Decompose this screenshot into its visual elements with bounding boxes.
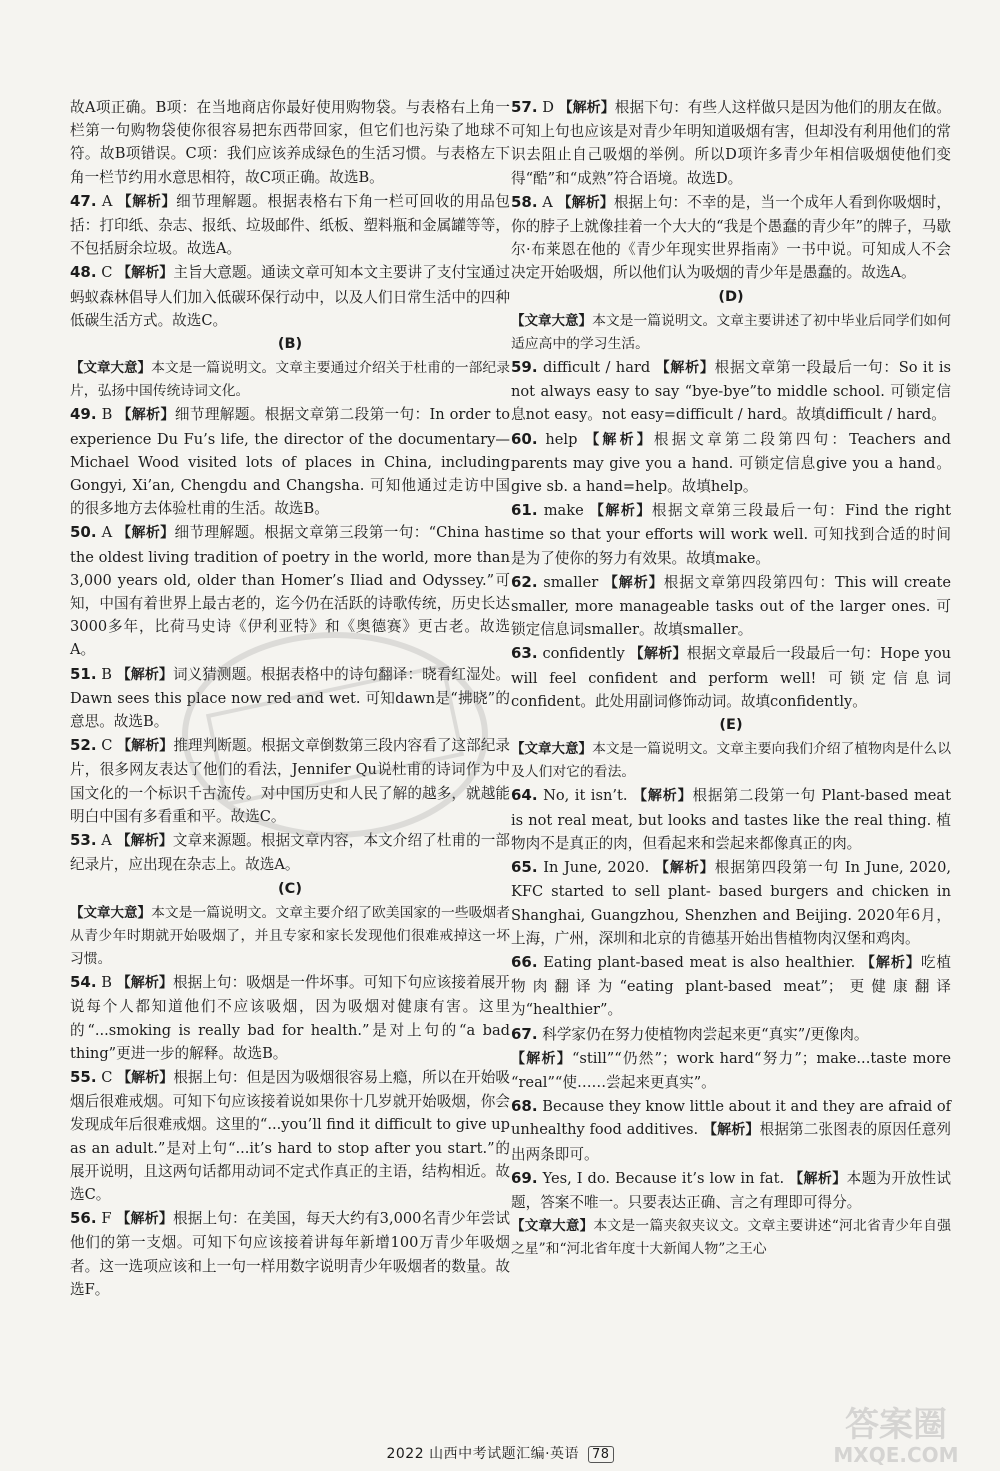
answer-value: F [101,1210,112,1228]
analysis-text: 根据上句：但是因为吸烟很容易上瘾，所以在开始吸烟后很难戒烟。可知下句应该接着说如果你十几岁就开始吸烟，你会发现成年后很难戒烟。这里的“...you’ll find it difficult to give up as an adult.”是对上句“...it’s hard to stop after you start.”的展开说明，且这两句话都用动词不定式作真正的主语，结构相近。故选C。 [70,1068,510,1203]
answer-value: D [542,99,554,116]
analysis-tag: 【解析】 [116,833,173,850]
section-heading: (E) [719,717,743,734]
summary-text: 本文是一篇说明文。文章主要向我们介绍了植物肉是什么以及人们对它的看法。 [511,741,952,781]
logo-text: 答案圈 [845,1405,947,1445]
analysis-text: 根据文章最后一段最后一句：Hope you will feel confident and perform well! 可锁定信息词confident。此处用副词修饰动词。故填confidently。 [511,645,952,710]
answer-entry [70,1066,510,1206]
analysis-text: 根据下句：有些人这样做只是因为他们的朋友在做。可知上句也应该是对青少年明知道吸烟有害，但却没有利用他们的常识去阻止自己吸烟的举例。所以D项许多青少年相信吸烟使他们变得“酷”和“成熟”符合语境。故选D。 [511,99,951,187]
analysis-tag: 【解析】 [654,860,715,877]
analysis-tag: 【解析】 [557,194,614,211]
analysis-text: 根据上句：在美国，每天大约有3,000名青少年尝试他们的第一支烟。可知下句应该接着讲每年新增100万青少年吸烟者。这一选项应该和上一句一样用数字说明青少年吸烟者的数量。故选F。 [70,1210,511,1298]
answer-entry [70,96,510,189]
analysis-text: 词义猜测题。根据表格中的诗句翻译：晓看红湿处。Dawn sees this place now red and wet. 可知dawn是“拂晓”的意思。故选B。 [70,665,510,731]
answer-value: C [101,264,113,282]
answer-value: difficult / hard [542,359,651,377]
answer-value: Because they know little about it and they are afraid of unhealthy food additives. [511,1098,952,1139]
answer-entry [511,856,951,950]
analysis-text: 细节理解题。根据文章第三段第一句：“China has the oldest living tradition of poetry in the world, more than 3,000 years old, older than Homer’s Iliad and Odyssey.”可知，中国有着世界上最古老的，迄今仍在活跃的诗歌传统，历史长达3000多年，比荷马史诗《伊利亚特》和《奥德赛》更古老。故选A。 [70,524,511,659]
analysis-tag: 【解析】 [511,1050,572,1067]
analysis-text: 根据文章第一段最后一句：So it is not always easy to say “bye-bye”to middle school. 可锁定信息not easy。not easy=difficult / hard。故填difficult / hard。 [511,359,951,424]
summary-text: 本文是一篇夹叙夹议文。文章主要讲述“河北省青少年自强之星”和“河北省年度十大新闻人物”之王心 [511,1218,951,1258]
answer-value: In June, 2020. [543,859,650,877]
question-number: 69. [511,1168,538,1187]
analysis-tag: 【解析】 [655,360,715,377]
article-summary [511,738,951,784]
summary-text: 本文是一篇说明文。文章主要介绍了欧美国家的一些吸烟者从青少年时期就开始吸烟了，并且专家和家长发现他们很难戒掉这一坏习惯。 [70,904,511,967]
question-number: 59. [511,358,538,377]
answer-entry [70,971,510,1065]
article-summary [511,310,951,356]
analysis-tag: 【解析】 [117,407,175,424]
analysis-tag: 【解析】 [117,265,174,282]
answer-entry [70,1207,510,1301]
section-heading: (B) [277,336,303,353]
analysis-tag: 【解析】 [117,525,175,542]
analysis-text: 根据第四段第一句 In June, 2020, KFC started to sell plant- based burgers and chicken in Shanghai, Guangzhou, Shenzhen and Beijing. 2020年6月，上海，广州，深圳和北京的肯德基开始出售植物肉汉堡和鸡肉。 [511,859,951,947]
analysis-text: 吃植物肉翻译为“eating plant-based meat”；更健康翻译为“healthier”。 [511,953,952,1019]
analysis-text: 细节理解题。根据文章第二段第一句：In order to experience Du Fu’s life, the director of the documentary—Michael Wood visited lots of places in China, including Gongyi, Xi’an, Chengdu and Changsha. 可知他通过走访中国的很多地方去体验杜甫的生活。故选B。 [70,406,511,518]
answer-entry [70,190,510,261]
question-number: 53. [70,831,97,850]
question-number: 67. [511,1024,538,1043]
analysis-text: 文章来源题。根据文章内容，本文介绍了杜甫的一部纪录片，应出现在杂志上。故选A。 [70,832,511,874]
analysis-tag: 【解析】 [633,788,693,805]
summary-tag: 【文章大意】 [70,904,152,921]
analysis-tag: 【解析】 [629,646,687,663]
footer-title: 2022 山西中考试题汇编·英语 [386,1446,580,1462]
answer-entry [511,784,951,855]
answer-entry [511,428,951,499]
answer-entry [70,663,510,734]
summary-tag: 【文章大意】 [70,360,152,377]
answer-value: Eating plant-based meat is also healthier. [543,953,856,971]
analysis-tag: 【解析】 [702,1122,760,1139]
analysis-tag: 【解析】 [116,666,173,683]
answer-value: A [101,192,113,210]
question-number: 51. [70,664,97,683]
question-number: 63. [511,644,538,663]
answer-value: C [101,1068,113,1086]
logo-url: MXQE.COM [833,1443,959,1467]
question-number: 60. [511,429,538,448]
answer-value: confidently [542,645,625,663]
site-logo-watermark [808,1400,983,1468]
question-number: 50. [70,523,97,542]
question-number: 62. [511,572,538,591]
answer-entry [511,571,951,642]
analysis-text: 主旨大意题。通读文章可知本文主要讲了支付宝通过蚂蚁森林倡导人们加入低碳环保行动中，以及人们日常生活中的四种低碳生活方式。故选C。 [70,264,510,329]
summary-tag: 【文章大意】 [511,312,593,329]
answer-entry [70,521,510,661]
question-number: 55. [70,1067,97,1086]
answer-value: A [101,832,112,850]
question-number: 48. [70,263,97,282]
answer-entry [511,1047,951,1094]
summary-tag: 【文章大意】 [511,741,593,758]
analysis-tag: 【解析】 [117,193,177,210]
answer-entry [511,951,951,1022]
answer-value: C [101,737,113,755]
question-number: 49. [70,405,97,424]
answer-entry [511,1167,951,1214]
answer-entry [511,96,951,190]
analysis-tag: 【解析】 [789,1170,847,1187]
analysis-text: 根据文章第三段最后一句：Find the right time so that your efforts will work well. 可知找到合适的时间是为了使你的努力有效果。故填make。 [511,502,952,567]
answer-value: B [101,665,113,683]
analysis-tag: 【解析】 [860,954,921,971]
answer-value: 科学家仍在努力使植物肉尝起来更“真实”/更像肉。 [542,1025,869,1043]
analysis-tag: 【解析】 [589,503,652,520]
section-heading: (C) [278,880,302,897]
question-number: 57. [511,98,538,116]
question-number: 61. [511,501,538,520]
answer-entry [70,261,510,332]
section-heading: (D) [718,288,744,305]
analysis-tag: 【解析】 [603,574,664,591]
analysis-tag: 【解析】 [116,975,173,992]
answer-entry [511,1023,951,1046]
article-summary [70,902,510,972]
analysis-text: 根据第二段第一句 Plant-based meat is not real meat, but looks and tastes like the real thing. 植物肉不是真正的肉，但看起来和尝起来都像真正的肉。 [511,787,951,852]
answer-entry [511,499,951,570]
analysis-tag: 【解析】 [585,431,654,448]
answer-value: help [545,430,578,448]
analysis-text: 推理判断题。根据文章倒数第三段内容看了这部纪录片，很多网友表达了他们的看法，Jennifer Qu说杜甫的诗词作为中国文化的一个标识千古流传。对中国历史和人民了解的越多，就越能明白中国有多看重和平。故选C。 [70,737,510,825]
answer-entry [70,403,510,520]
answer-entry [511,642,951,713]
question-number: 54. [70,973,97,992]
analysis-text: 根据文章第四段第四句：This will create smaller, more manageable tasks out of the larger ones. 可锁定信息词smaller。故填smaller。 [511,573,952,639]
question-number: 58. [511,192,538,211]
analysis-text: 根据上句：不幸的是，当一个成年人看到你吸烟时，你的脖子上就像挂着一个大大的“我是个愚蠢的青少年”的牌子，马歇尔·布莱恩在他的《青少年现实世界指南》一书中说。可知成人不会决定开始吸烟，所以他们认为吸烟的青少年是愚蠢的。故选A。 [511,193,952,282]
answer-value: make [543,502,584,520]
answer-entry [511,1095,951,1166]
answer-entry [511,191,951,285]
summary-text: 本文是一篇说明文。文章主要通过介绍关于杜甫的一部纪录片，弘扬中国传统诗词文化。 [70,360,511,400]
question-number: 47. [70,191,97,210]
analysis-text: 根据第二张图表的原因任意列出两条即可。 [511,1121,951,1163]
analysis-text: 根据文章第二段第四句：Teachers and parents may give you a hand. 可锁定信息give you a hand。give sb. a hand=help。故填help。 [511,430,952,496]
answer-value: smaller [543,573,599,591]
left-column [70,96,510,1302]
article-summary [70,357,510,403]
summary-tag: 【文章大意】 [511,1218,594,1235]
page-number: 78 [588,1446,614,1463]
right-column [511,96,951,1262]
answer-entry [70,734,510,828]
question-number: 68. [511,1097,538,1116]
question-number: 65. [511,858,538,877]
analysis-tag: 【解析】 [558,100,615,116]
analysis-text: 根据上句：吸烟是一件坏事。可知下句应该接着展开说每个人都知道他们不应该吸烟，因为吸烟对健康有害。这里的“...smoking is really bad for health.”是对上句的“a bad thing”更进一步的解释。故选B。 [70,974,510,1062]
answer-entry [70,829,510,876]
answer-value: B [101,974,113,992]
article-summary [511,1215,951,1261]
answer-entry [511,356,951,427]
answer-value: B [101,406,113,424]
question-number: 66. [511,952,538,971]
question-number: 64. [511,786,538,805]
answer-value: A [101,524,113,542]
analysis-text: “still”“仍然”；work hard“努力”；make...taste more “real”“使……尝起来更真实”。 [511,1049,951,1091]
summary-text: 本文是一篇说明文。文章主要讲述了初中毕业后同学们如何适应高中的学习生活。 [511,312,952,352]
answer-value: A [542,193,553,211]
analysis-text: 故A项正确。B项：在当地商店你最好使用购物袋。与表格右上角一栏第一句购物袋使你很容易把东西带回家，但它们也污染了地球不符。故B项错误。C项：我们应该养成绿色的生活习惯。与表格左下角一栏节约用水意思相符，故C项正确。故选B。 [70,99,510,186]
analysis-text: 本题为开放性试题，答案不唯一。只要表达正确、言之有理即可得分。 [511,1169,951,1211]
answer-value: Yes, I do. Because it’s low in fat. [542,1169,785,1187]
analysis-text: 细节理解题。根据表格右下角一栏可回收的用品包括：打印纸、杂志、报纸、垃圾邮件、纸板、塑料瓶和金属罐等等，不包括厨余垃圾。故选A。 [70,192,511,258]
analysis-tag: 【解析】 [117,738,174,755]
analysis-tag: 【解析】 [116,1211,174,1228]
answer-value: No, it isn’t. [543,787,628,805]
analysis-tag: 【解析】 [117,1069,174,1086]
question-number: 56. [70,1209,97,1228]
question-number: 52. [70,736,97,755]
